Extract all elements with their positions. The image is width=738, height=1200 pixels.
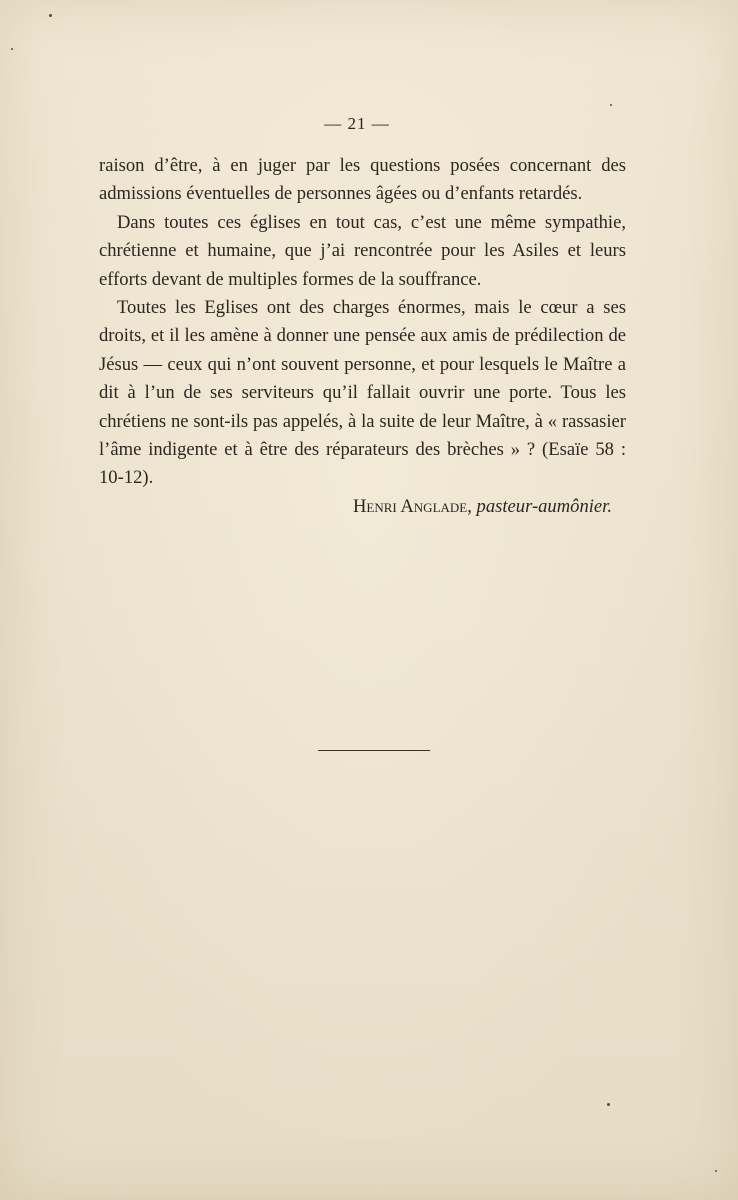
paragraph: raison d’être, à en juger par les questions posées concernant des admissions éventuelles de personnes âgées ou d’enfants retardés. — [99, 155, 626, 205]
paper-speck — [607, 1103, 610, 1106]
paragraph: Toutes les Eglises ont des charges énormes, mais le cœur a ses droits, et il les amène à donner une pensée aux amis de prédilection de Jésus — ceux qui n’ont souvent personne, et pour lesquels le Maître a dit à l’un de ses serviteurs qu’il fallait ouvrir une porte. Tous les chrétiens ne sont-ils pas appelés, à la suite de leur Maître, à « rassasier l’âme indigente et à être des réparateurs des brèches » ? (Esaïe 58 : 10-12). — [99, 297, 626, 489]
paper-speck — [49, 14, 52, 17]
paper-speck — [610, 104, 612, 106]
signature-title: pasteur-aumônier. — [476, 495, 612, 517]
paper-speck — [11, 48, 13, 50]
body-text — [99, 152, 626, 521]
page-number: — 21 — — [324, 114, 390, 133]
section-divider — [318, 750, 430, 751]
signature — [99, 493, 626, 521]
paragraph: Dans toutes ces églises en tout cas, c’est une même sympathie, chrétienne et humaine, que j’ai rencontrée pour les Asiles et leurs efforts devant de multiples formes de la souffrance. — [99, 211, 626, 290]
paper-speck — [715, 1170, 717, 1172]
signature-name: Henri Anglade, — [352, 495, 472, 517]
